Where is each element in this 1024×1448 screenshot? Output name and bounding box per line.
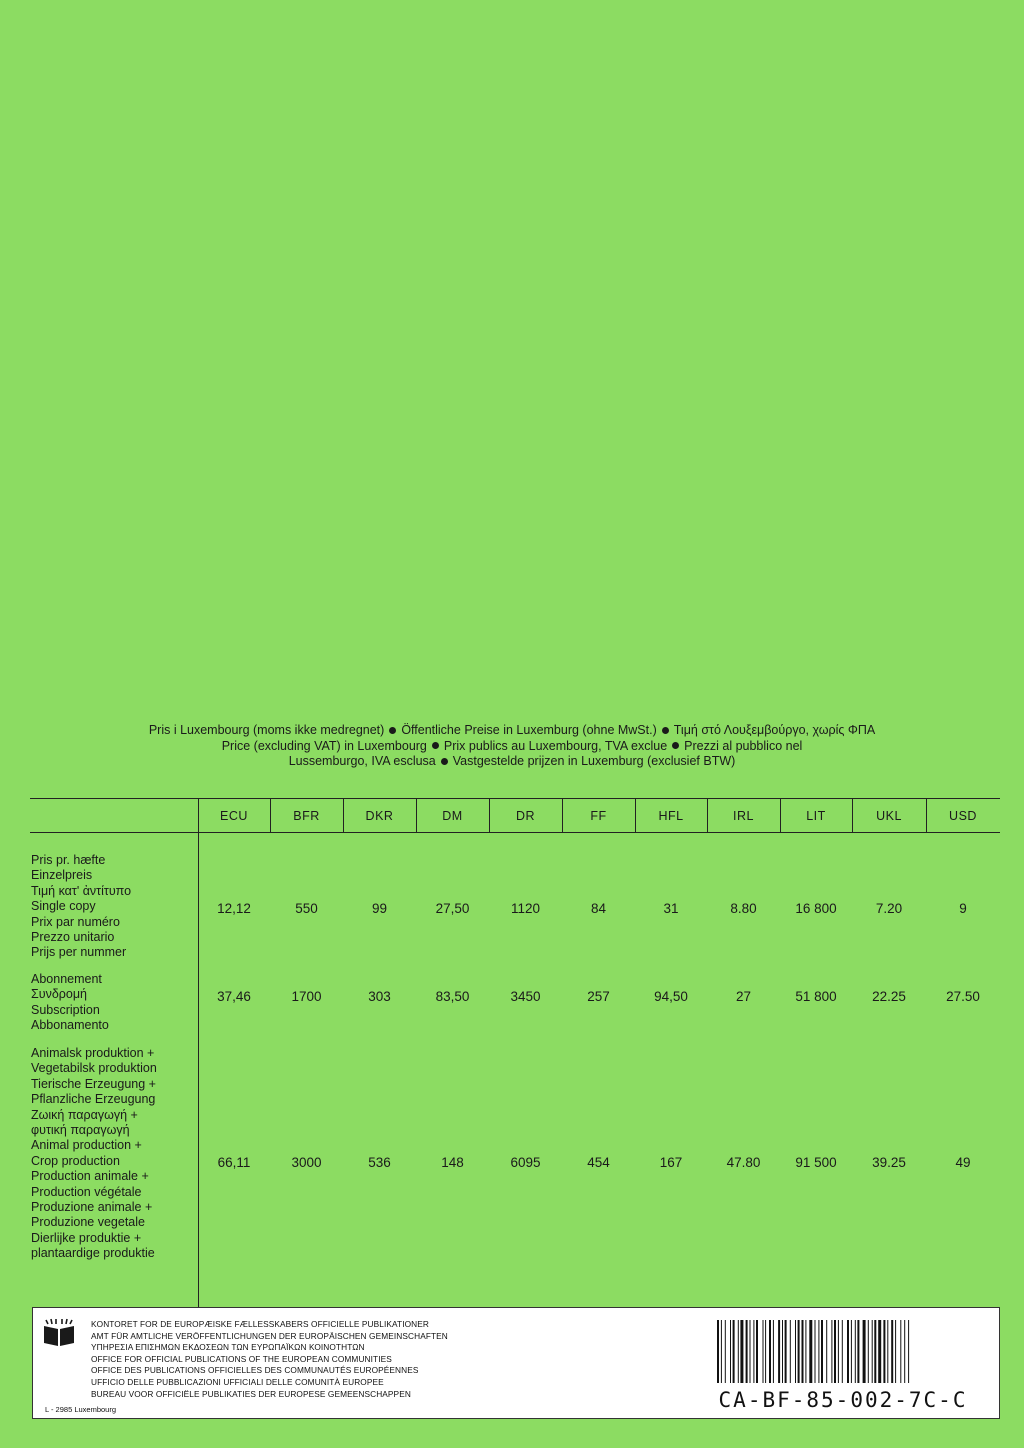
column-header-hfl: HFL: [658, 809, 684, 823]
row-label-line: Ζωική παραγωγή +: [31, 1107, 138, 1122]
column-header-lit: LIT: [806, 809, 826, 823]
cell-single-irl: 8.80: [730, 901, 757, 916]
barcode-bar: [904, 1320, 905, 1383]
cell-sub-dr: 3450: [510, 989, 541, 1004]
table-top-rule: [30, 798, 1000, 799]
cell-single-ecu: 12,12: [217, 901, 251, 916]
row-label-line: Prix par numéro: [31, 914, 120, 929]
barcode-bar: [851, 1320, 852, 1383]
cell-single-lit: 16 800: [795, 901, 837, 916]
cell-sub-irl: 27: [735, 989, 752, 1004]
barcode-bar: [834, 1320, 836, 1383]
row-label-line: Single copy: [31, 899, 96, 914]
publisher-name-nl: BUREAU VOOR OFFICIËLE PUBLIKATIES DER EUROPESE GEMEENSCHAPPEN: [91, 1388, 411, 1399]
barcode-icon: [717, 1320, 979, 1383]
cell-sub-dkr: 303: [368, 989, 391, 1004]
bullet-icon: [672, 742, 679, 749]
publisher-name-de: AMT FÜR AMTLICHE VERÖFFENTLICHUNGEN DER EUROPÄISCHEN GEMEINSCHAFTEN: [91, 1330, 448, 1341]
barcode-bar: [746, 1320, 748, 1383]
row-label-line: Dierlijke produktie +: [31, 1230, 142, 1245]
row-label-line: Produzione vegetale: [31, 1215, 145, 1230]
barcode-bar: [782, 1320, 783, 1383]
bullet-icon: [662, 727, 669, 734]
barcode-bar: [818, 1320, 819, 1383]
cell-prod-hfl: 167: [659, 1155, 683, 1170]
price-note: [60, 723, 964, 770]
publisher-name-it: UFFICIO DELLE PUBBLICAZIONI UFFICIALI DELLE COMUNITÀ EUROPEE: [91, 1376, 384, 1387]
barcode-bar: [900, 1320, 901, 1383]
barcode-bar: [785, 1320, 787, 1383]
cell-prod-usd: 49: [955, 1155, 971, 1170]
row-label-line: Τιμή κατ' ἀντίτυπο: [31, 883, 132, 898]
cell-sub-bfr: 1700: [291, 989, 322, 1004]
publisher-name-fr: OFFICE DES PUBLICATIONS OFFICIELLES DES COMMUNAUTÉS EUROPÉENNES: [91, 1365, 419, 1376]
row-label-line: Produzione animale +: [31, 1200, 153, 1215]
row-label-line: Συνδρομή: [31, 987, 87, 1002]
cell-single-dr: 1120: [510, 901, 541, 916]
barcode-bar: [891, 1320, 893, 1383]
row-label-line: φυτική παραγωγή: [31, 1123, 130, 1138]
bullet-icon: [389, 727, 396, 734]
row-label-line: Tierische Erzeugung +: [31, 1076, 156, 1091]
price-note-fr: Prix publics au Luxembourg, TVA exclue: [443, 738, 668, 753]
barcode-bar: [756, 1320, 758, 1383]
barcode-bar: [908, 1320, 909, 1383]
barcode-bar: [821, 1320, 823, 1383]
barcode-bar: [863, 1320, 866, 1383]
cell-single-hfl: 31: [663, 901, 679, 916]
cell-sub-hfl: 94,50: [654, 989, 688, 1004]
barcode-bar: [753, 1320, 754, 1383]
barcode-bar: [778, 1320, 780, 1383]
barcode-bar: [874, 1320, 876, 1383]
column-header-dm: DM: [442, 809, 463, 823]
row-label-line: Production végétale: [31, 1184, 142, 1199]
cell-sub-dm: 83,50: [435, 989, 470, 1004]
bullet-icon: [441, 758, 448, 765]
publisher-name-en: OFFICE FOR OFFICIAL PUBLICATIONS OF THE EUROPEAN COMMUNITIES: [91, 1353, 392, 1364]
cell-prod-dr: 6095: [510, 1155, 541, 1170]
cell-single-ff: 84: [590, 901, 607, 916]
table-header-rule: [30, 832, 1000, 833]
column-header-dkr: DKR: [365, 809, 394, 823]
catalog-number: CA-BF-85-002-7C-C: [718, 1388, 968, 1412]
barcode-bar: [725, 1320, 726, 1383]
barcode-bar: [763, 1320, 764, 1383]
row-label-line: Animalsk produktion +: [31, 1046, 155, 1060]
barcode-bar: [887, 1320, 888, 1383]
barcode-bar: [842, 1320, 843, 1383]
row-label-line: plantaardige produktie: [31, 1246, 155, 1261]
barcode-bar: [769, 1320, 771, 1383]
row-label-line: Pris pr. hæfte: [31, 853, 106, 867]
column-header-ukl: UKL: [876, 809, 902, 823]
column-header-ff: FF: [590, 809, 607, 823]
column-header-bfr: BFR: [293, 809, 320, 823]
row-label-line: Abonnement: [31, 972, 102, 986]
row-label-line: Animal production +: [31, 1138, 142, 1153]
barcode-bar: [883, 1320, 885, 1383]
barcode-bar: [805, 1320, 806, 1383]
row-label-line: Einzelpreis: [31, 868, 93, 883]
cell-sub-ff: 257: [587, 989, 610, 1004]
row-label-line: Prezzo unitario: [31, 930, 115, 945]
barcode-bar: [798, 1320, 800, 1383]
cell-prod-ecu: 66,11: [217, 1155, 251, 1170]
cell-sub-ecu: 37,46: [217, 989, 251, 1004]
price-note-line-1: [60, 723, 964, 739]
barcode-bar: [815, 1320, 816, 1383]
barcode-bar: [750, 1320, 751, 1383]
cell-single-bfr: 550: [295, 901, 318, 916]
row-label-subscription: [31, 972, 196, 1034]
barcode-bar: [872, 1320, 873, 1383]
barcode-bar: [847, 1320, 849, 1383]
price-note-nl: Vastgestelde prijzen in Luxemburg (exclusief BTW): [452, 754, 736, 768]
barcode-bar: [878, 1320, 881, 1383]
row-label-line: Pflanzliche Erzeugung: [31, 1092, 156, 1107]
row-label-line: Prijs per nummer: [31, 945, 127, 960]
barcode-bar: [765, 1320, 766, 1383]
cell-sub-usd: 27.50: [946, 989, 980, 1004]
publisher-name-da: KONTORET FOR DE EUROPÆISKE FÆLLESSKABERS OFFICIELLE PUBLIKATIONER: [91, 1319, 429, 1329]
column-header-irl: IRL: [733, 809, 754, 823]
barcode-bar: [730, 1320, 731, 1383]
cell-sub-ukl: 22.25: [872, 989, 906, 1004]
publisher-location: L - 2985 Luxembourg: [45, 1405, 117, 1414]
barcode-bar: [717, 1320, 719, 1383]
barcode-bar: [895, 1320, 896, 1383]
barcode-bar: [857, 1320, 859, 1383]
column-header-dr: DR: [515, 809, 536, 823]
cell-prod-dkr: 536: [368, 1155, 391, 1170]
barcode-bar: [790, 1320, 791, 1383]
price-note-el: Τιμή στό Λουξεμβούργο, χωρίς ΦΠΑ: [673, 723, 876, 737]
cell-prod-irl: 47.80: [726, 1155, 761, 1170]
publisher-names: [91, 1319, 448, 1400]
bullet-icon: [432, 742, 439, 749]
publisher-name-el: ΥΠΗΡΕΣΙΑ ΕΠΙΣΗΜΩΝ ΕΚΔΟΣΕΩΝ ΤΩΝ ΕΥΡΩΠΑΪΚΩΝ ΚΟΙΝΟΤΗΤΩΝ: [91, 1342, 365, 1353]
price-note-de: Öffentliche Preise in Luxemburg (ohne MwSt.): [401, 723, 657, 737]
cell-single-ukl: 7.20: [875, 901, 903, 916]
cell-single-dm: 27,50: [435, 901, 470, 916]
row-label-production: [31, 1046, 196, 1262]
barcode-bar: [826, 1320, 827, 1383]
price-note-it-cont: Lussemburgo, IVA esclusa: [288, 754, 436, 768]
cell-prod-lit: 91 500: [795, 1155, 837, 1170]
barcode-bar: [802, 1320, 804, 1383]
price-note-da: Pris i Luxembourg (moms ikke medregnet): [148, 723, 385, 737]
barcode-bar: [733, 1320, 735, 1383]
table-label-divider: [198, 798, 199, 1310]
price-note-it: Prezzi al pubblico nel: [684, 738, 803, 753]
barcode-bar: [721, 1320, 722, 1383]
row-label-line: Subscription: [31, 1002, 100, 1017]
barcode-bar: [738, 1320, 739, 1383]
cell-single-dkr: 99: [371, 901, 388, 916]
price-note-line-2: [60, 739, 964, 755]
price-note-line-3: [60, 754, 964, 770]
barcode-bar: [795, 1320, 796, 1383]
barcode-bar: [809, 1320, 812, 1383]
column-header-usd: USD: [949, 809, 977, 823]
row-label-line: Production animale +: [31, 1169, 149, 1184]
barcode-bar: [773, 1320, 774, 1383]
barcode-bar: [740, 1320, 743, 1383]
cell-prod-ff: 454: [587, 1155, 610, 1170]
row-label-line: Crop production: [31, 1153, 120, 1168]
barcode-bar: [868, 1320, 869, 1383]
row-label-line: Abbonamento: [31, 1018, 109, 1033]
book-logo-icon: [41, 1318, 77, 1348]
row-label-line: Vegetabilsk produktion: [31, 1061, 157, 1076]
cell-single-usd: 9: [959, 901, 967, 916]
cell-prod-bfr: 3000: [291, 1155, 322, 1170]
price-note-en: Price (excluding VAT) in Luxembourg: [221, 738, 427, 753]
column-header-ecu: ECU: [220, 809, 248, 823]
cell-prod-ukl: 39.25: [872, 1155, 906, 1170]
cell-sub-lit: 51 800: [795, 989, 837, 1004]
barcode-bar: [838, 1320, 839, 1383]
cell-prod-dm: 148: [441, 1155, 464, 1170]
barcode-bar: [855, 1320, 856, 1383]
row-label-single-copy: [31, 853, 196, 961]
publisher-footer: [32, 1307, 1000, 1419]
barcode-bar: [831, 1320, 832, 1383]
